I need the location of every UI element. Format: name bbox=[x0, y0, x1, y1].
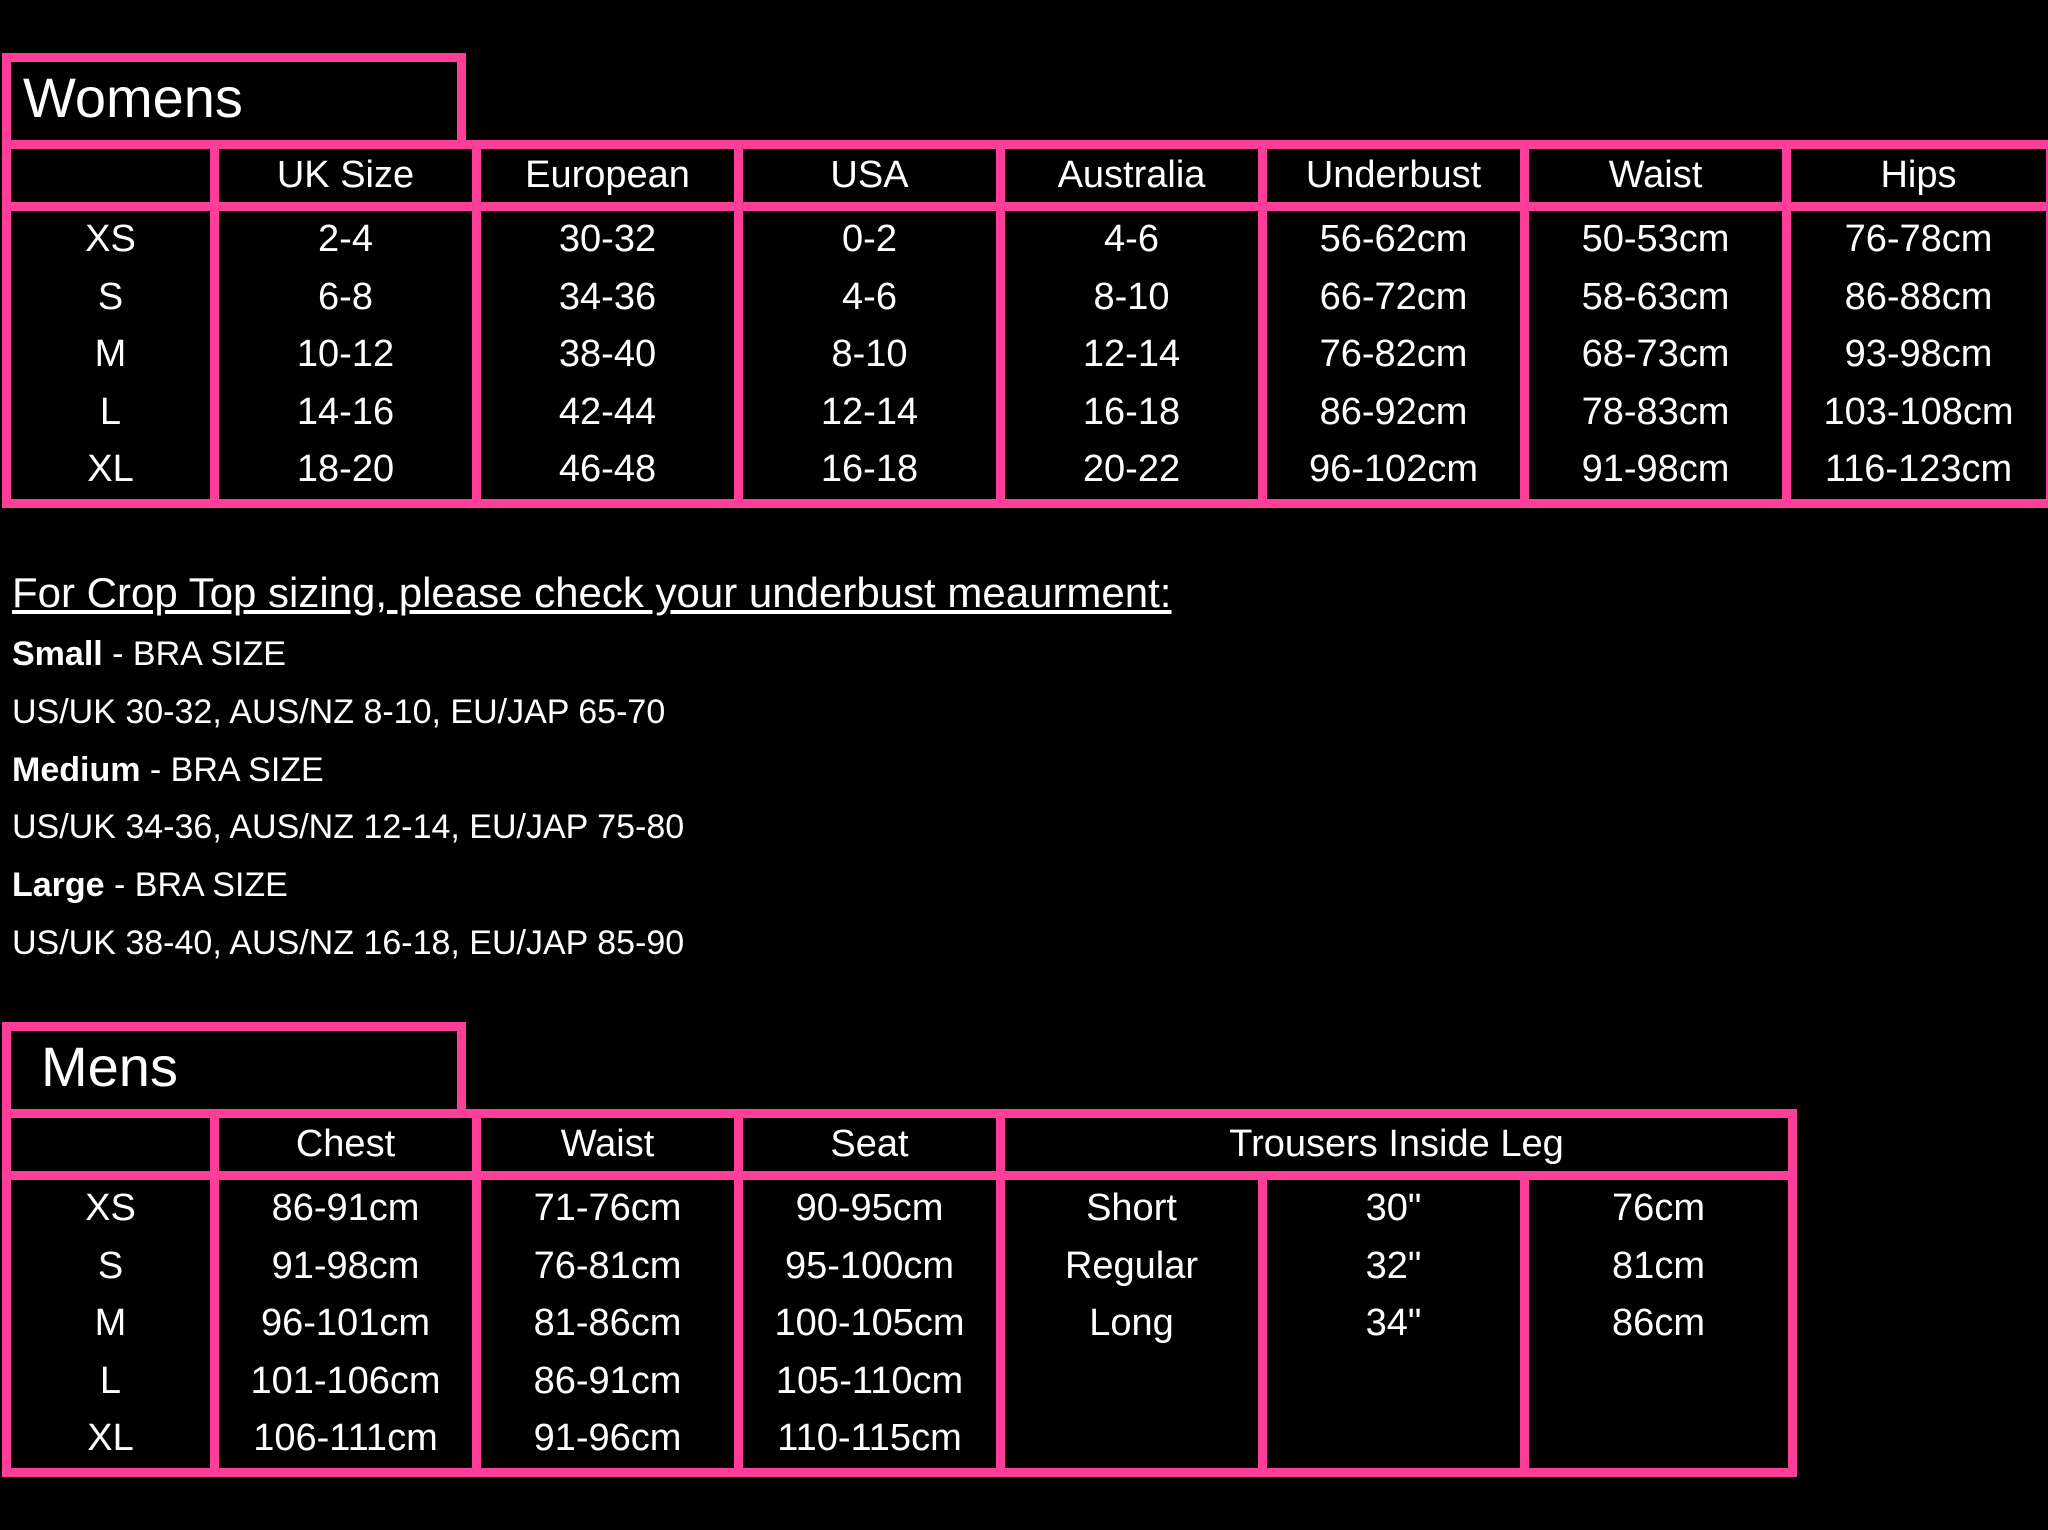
table-cell: 10-12 bbox=[215, 326, 477, 384]
table-cell: 34-36 bbox=[477, 269, 739, 327]
table-cell: 14-16 bbox=[215, 384, 477, 442]
womens-header-row bbox=[7, 145, 2048, 207]
table-row bbox=[7, 441, 2048, 503]
mens-header-inside-leg: Trousers Inside Leg bbox=[1001, 1114, 1793, 1176]
table-cell: 58-63cm bbox=[1525, 269, 1787, 327]
table-cell bbox=[1001, 1410, 1263, 1472]
table-row bbox=[7, 1353, 1793, 1411]
crop-top-heading: For Crop Top sizing, please check your underbust meaurment: bbox=[12, 569, 1172, 616]
crop-size-label: - BRA SIZE bbox=[104, 866, 288, 905]
table-cell: 86-92cm bbox=[1263, 384, 1525, 442]
table-cell: 66-72cm bbox=[1263, 269, 1525, 327]
womens-header-blank bbox=[7, 145, 215, 207]
crop-size-name: Small bbox=[12, 635, 103, 673]
table-cell: 8-10 bbox=[739, 326, 1001, 384]
table-cell: Regular bbox=[1001, 1238, 1263, 1296]
crop-size-label: - BRA SIZE bbox=[140, 750, 324, 789]
table-cell: 76-78cm bbox=[1787, 207, 2048, 269]
mens-header-waist: Waist bbox=[477, 1114, 739, 1176]
mens-header-blank bbox=[7, 1114, 215, 1176]
womens-header-uk: UK Size bbox=[215, 145, 477, 207]
table-cell: 30" bbox=[1263, 1176, 1525, 1238]
crop-item-medium bbox=[12, 742, 1171, 800]
table-row bbox=[7, 326, 2048, 384]
table-row bbox=[7, 269, 2048, 327]
womens-title: Womens bbox=[2, 53, 466, 143]
table-cell bbox=[1525, 1410, 1793, 1472]
size-label: XL bbox=[7, 441, 215, 503]
size-label: L bbox=[7, 1353, 215, 1411]
table-cell: 93-98cm bbox=[1787, 326, 2048, 384]
table-cell: 4-6 bbox=[1001, 207, 1263, 269]
table-row bbox=[7, 1295, 1793, 1353]
table-cell: 8-10 bbox=[1001, 269, 1263, 327]
size-label: S bbox=[7, 269, 215, 327]
mens-header-chest: Chest bbox=[215, 1114, 477, 1176]
crop-size-detail: US/UK 38-40, AUS/NZ 16-18, EU/JAP 85-90 bbox=[12, 923, 685, 962]
table-cell: 90-95cm bbox=[739, 1176, 1001, 1238]
table-cell: 34" bbox=[1263, 1295, 1525, 1353]
crop-size-label: - BRA SIZE bbox=[102, 635, 286, 673]
table-cell: 81-86cm bbox=[477, 1295, 739, 1353]
size-label: M bbox=[7, 326, 215, 384]
table-cell: 18-20 bbox=[215, 441, 477, 503]
crop-top-info bbox=[12, 560, 1171, 973]
table-row bbox=[7, 384, 2048, 442]
table-cell: 110-115cm bbox=[739, 1410, 1001, 1472]
table-cell: 76-82cm bbox=[1263, 326, 1525, 384]
table-cell bbox=[1525, 1353, 1793, 1411]
crop-item-large bbox=[12, 857, 1171, 915]
crop-size-detail: US/UK 34-36, AUS/NZ 12-14, EU/JAP 75-80 bbox=[12, 808, 685, 847]
table-cell: 103-108cm bbox=[1787, 384, 2048, 442]
womens-header-underbust: Underbust bbox=[1263, 145, 1525, 207]
table-cell bbox=[1001, 1353, 1263, 1411]
table-cell: 38-40 bbox=[477, 326, 739, 384]
table-cell: 76cm bbox=[1525, 1176, 1793, 1238]
womens-header-australia: Australia bbox=[1001, 145, 1263, 207]
table-cell: 6-8 bbox=[215, 269, 477, 327]
table-cell: Long bbox=[1001, 1295, 1263, 1353]
table-cell: 32" bbox=[1263, 1238, 1525, 1296]
table-cell: 68-73cm bbox=[1525, 326, 1787, 384]
table-cell: 12-14 bbox=[739, 384, 1001, 442]
crop-item-small bbox=[12, 626, 1171, 684]
table-cell: 42-44 bbox=[477, 384, 739, 442]
table-cell: 96-101cm bbox=[215, 1295, 477, 1353]
size-label: XS bbox=[7, 1176, 215, 1238]
table-cell: 0-2 bbox=[739, 207, 1001, 269]
table-cell: 30-32 bbox=[477, 207, 739, 269]
table-cell bbox=[1263, 1353, 1525, 1411]
size-label: L bbox=[7, 384, 215, 442]
mens-header-row bbox=[7, 1114, 1793, 1176]
womens-header-usa: USA bbox=[739, 145, 1001, 207]
table-cell: 86-88cm bbox=[1787, 269, 2048, 327]
table-cell: 46-48 bbox=[477, 441, 739, 503]
table-cell: 91-96cm bbox=[477, 1410, 739, 1472]
table-cell: 16-18 bbox=[1001, 384, 1263, 442]
womens-size-table bbox=[2, 140, 2048, 508]
table-cell: 100-105cm bbox=[739, 1295, 1001, 1353]
table-cell: 86cm bbox=[1525, 1295, 1793, 1353]
mens-header-seat: Seat bbox=[739, 1114, 1001, 1176]
table-cell: 81cm bbox=[1525, 1238, 1793, 1296]
table-cell: 20-22 bbox=[1001, 441, 1263, 503]
table-cell: 96-102cm bbox=[1263, 441, 1525, 503]
table-row bbox=[7, 1176, 1793, 1238]
table-cell: 116-123cm bbox=[1787, 441, 2048, 503]
table-cell: 16-18 bbox=[739, 441, 1001, 503]
table-cell: Short bbox=[1001, 1176, 1263, 1238]
womens-header-european: European bbox=[477, 145, 739, 207]
table-row bbox=[7, 207, 2048, 269]
table-cell: 50-53cm bbox=[1525, 207, 1787, 269]
table-cell: 101-106cm bbox=[215, 1353, 477, 1411]
table-row bbox=[7, 1238, 1793, 1296]
table-cell: 78-83cm bbox=[1525, 384, 1787, 442]
table-cell: 91-98cm bbox=[1525, 441, 1787, 503]
table-cell: 95-100cm bbox=[739, 1238, 1001, 1296]
size-label: M bbox=[7, 1295, 215, 1353]
table-cell: 86-91cm bbox=[215, 1176, 477, 1238]
table-cell: 86-91cm bbox=[477, 1353, 739, 1411]
mens-size-table bbox=[2, 1109, 1797, 1477]
crop-size-name: Large bbox=[12, 866, 105, 905]
table-cell: 56-62cm bbox=[1263, 207, 1525, 269]
table-cell: 105-110cm bbox=[739, 1353, 1001, 1411]
crop-size-name: Medium bbox=[12, 750, 141, 789]
womens-header-waist: Waist bbox=[1525, 145, 1787, 207]
table-cell bbox=[1263, 1410, 1525, 1472]
table-cell: 4-6 bbox=[739, 269, 1001, 327]
table-cell: 12-14 bbox=[1001, 326, 1263, 384]
table-cell: 91-98cm bbox=[215, 1238, 477, 1296]
table-cell: 2-4 bbox=[215, 207, 477, 269]
table-cell: 71-76cm bbox=[477, 1176, 739, 1238]
size-label: XS bbox=[7, 207, 215, 269]
size-label: S bbox=[7, 1238, 215, 1296]
table-cell: 106-111cm bbox=[215, 1410, 477, 1472]
table-row bbox=[7, 1410, 1793, 1472]
womens-header-hips: Hips bbox=[1787, 145, 2048, 207]
table-cell: 76-81cm bbox=[477, 1238, 739, 1296]
size-label: XL bbox=[7, 1410, 215, 1472]
mens-title: Mens bbox=[2, 1022, 466, 1112]
crop-size-detail: US/UK 30-32, AUS/NZ 8-10, EU/JAP 65-70 bbox=[12, 692, 666, 731]
